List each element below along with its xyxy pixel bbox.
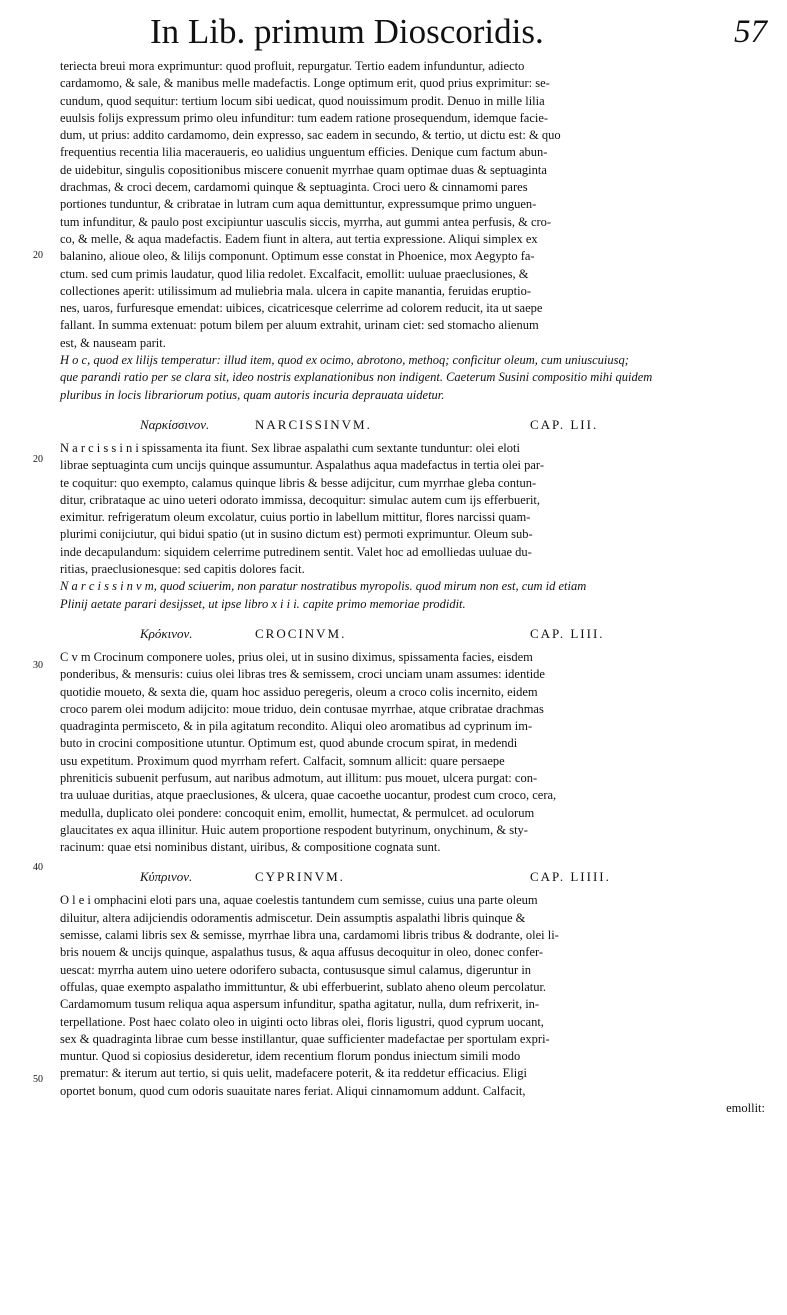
text-line: glaucitates ex aqua illinitur. Huic autem proportione respodent butyrinum, onychinum, & sty-	[60, 822, 528, 837]
text-line: dum, ut prius: addito cardamomo, dein expresso, sac eadem in secundo, & tertio, ut dictu est: & quo	[60, 128, 561, 143]
commentary-paragraph	[60, 578, 765, 613]
text-line: drachmas, & croci decem, cardamomi quinque & septuaginta. Croci uero & cinnamomi pares	[60, 180, 528, 195]
text-line: sex & quadraginta librae cum besse instillantur, quae sufficienter madefactae per sportulam expri-	[60, 1031, 550, 1046]
text-line: collectiones aperit: utilissimum ad muliebria mala. ulcera in capite manantia, feruidas eruptio-	[60, 283, 532, 298]
text-line: quotidie moueto, & sexta die, quam hoc assiduo peregeris, oleum a croco colis incernito, eidem	[60, 684, 538, 699]
chapter-number: CAP. LII.	[530, 416, 599, 432]
text-line: offulas, quae exempto aspalatho immittuntur, & ubi efferbuerint, sublato aheno oleum percolatur.	[60, 979, 547, 994]
chapter-heading	[60, 619, 765, 649]
text-line: C v m Crocinum componere uoles, prius olei, ut in susino diximus, spissamenta facies, eisdem	[60, 649, 533, 664]
commentary-line: Plinij aetate parari desijsset, ut ipse libro x i i i. capite primo memoriae prodidit.	[60, 596, 466, 611]
greek-title: Ναρκίσσινον.	[140, 416, 210, 432]
text-line: buto in crocini compositione utuntur. Optimum est, quod abunde crocum spirat, in medendi	[60, 736, 518, 751]
margin-number: 20	[33, 454, 43, 465]
text-line: usu expetitum. Proximum quod myrrham refert. Calfacit, somnum allicit: quare persaepe	[60, 753, 505, 768]
text-line: muntur. Quod si copiosius desideretur, idem recentium florum pondus iniectum simili modo	[60, 1049, 521, 1064]
greek-title: Κρόκινον.	[140, 625, 193, 641]
text-line: N a r c i s s i n i spissamenta ita fiunt. Sex librae aspalathi cum sextante tunduntur: olei eloti	[60, 440, 520, 455]
text-line: balanino, alioue oleo, & lilijs componunt. Optimum esse constat in Phoenice, mox Aegypto fa-	[60, 249, 535, 264]
text-line: ctum. sed cum primis laudatur, quod lilia redolet. Excalfacit, emollit: uuluae praeclusiones, &	[60, 266, 529, 281]
text-line: frequentius recentia lilia maceraueris, eo ualidius unguentum efficies. Denique cum factum abun-	[60, 145, 548, 160]
chapter-text	[60, 892, 765, 1117]
text-line: diluitur, altera adijciendis odoramentis admiscetur. Dein assumptis aspalathi libris quinque &	[60, 910, 526, 925]
margin-number: 50	[33, 1074, 43, 1085]
text-line: teriecta breui mora exprimuntur: quod profluit, repurgatur. Tertio eadem infunduntur, adiecto	[60, 59, 525, 73]
text-line: est, & nauseam parit.	[60, 335, 166, 350]
text-line: semisse, calami libris sex & semisse, myrrhae libra una, cardamomi libris tribus & dodrante, olei li-	[60, 928, 559, 943]
text-line: ritias, praeclusionesque: sed capitis dolores facit.	[60, 562, 305, 577]
text-line: emollit:	[726, 1101, 765, 1116]
text-line: librae septuaginta cum uncijs quinque assumuntur. Aspalathus aqua madefactus in tertia olei par-	[60, 458, 544, 473]
text-line: racinum: quae etsi nominibus distant, uiribus, & compositione cognata sunt.	[60, 840, 441, 855]
text-line: Cardamomum tusum reliqua aqua aspersum infunditur, spatha agitatur, nulla, dum refrixerit, in-	[60, 997, 540, 1012]
page-number: 57	[734, 14, 767, 50]
page-body	[60, 58, 765, 1313]
text-line: oportet bonum, quod cum odoris suauitate nares feriat. Aliqui cinnamomum addunt. Calfacit,	[60, 1083, 526, 1098]
text-line: O l e i omphacini eloti pars una, aquae coelestis tantundem cum semisse, cuius una parte oleum	[60, 893, 538, 908]
text-line: nes, uaros, furfuresque emendat: uibices, cicatricesque celerrime ad colorem reducit, ita ut saepe	[60, 301, 543, 316]
margin-number: 40	[33, 862, 43, 873]
margin-number: 20	[33, 250, 43, 261]
chapter-text	[60, 440, 765, 578]
margin-line-numbers	[0, 0, 60, 1315]
text-line: ponderibus, & mensuris: cuius olei libras tres & semissem, croci unciam unam assumes: identide	[60, 667, 545, 682]
commentary-line: N a r c i s s i n v m, quod sciuerim, non paratur nostratibus myropolis. quod mirum non est, cum id etiam	[60, 579, 587, 594]
text-line: euulsis folijs expressum primo oleu infunditur: tum eadem ratione prosequendum, idemque facie-	[60, 110, 549, 125]
text-line: uescat: myrrha autem uino uetere odorifero subacta, contususque simul calamus, digeruntur in	[60, 962, 532, 977]
opening-paragraph	[60, 58, 765, 352]
text-line: plurimi conijciutur, qui bidui spatio (ut in susino dictum est) permoti exprimuntur. Oleum sub-	[60, 527, 533, 542]
greek-title: Κύπρινον.	[140, 869, 193, 885]
text-line: prematur: & iterum aut tertio, si quis uelit, madefacere poterit, & ita reddetur efficacius. Eligi	[60, 1066, 527, 1081]
commentary-line: pluribus in locis librariorum potius, quam autoris incuria deprauata uidetur.	[60, 387, 445, 402]
text-line: portiones tunduntur, & cribratae in lutram cum aqua demittuntur, expressumque primo unguen-	[60, 197, 537, 212]
text-line: tum infunditur, & paulo post excipiuntur uasculis siccis, myrrha, aut gummi antea perfusis, & cro-	[60, 214, 552, 229]
chapter-title: CROCINVM.	[255, 625, 347, 641]
commentary-line: que parandi ratio per se clara sit, ideo nostris explanationibus non indigent. Caeterum Susini compositio mihi quidem	[60, 370, 653, 385]
running-header	[0, 8, 787, 58]
chapter-title: NARCISSINVM.	[255, 416, 372, 432]
text-line: bris nouem & uncijs quinque, aspalathus tusus, & aqua affusus decoquitur in oleo, donec confer-	[60, 945, 544, 960]
chapter-number: CAP. LIIII.	[530, 869, 611, 885]
text-line: quadraginta permisceto, & in pila agitatum recondito. Aliqui oleo aromatibus ad cyprinum im-	[60, 719, 533, 734]
chapter-number: CAP. LIII.	[530, 625, 605, 641]
text-line: terpellatione. Post haec colato oleo in uiginti octo libras olei, floris ligustri, quod cyprum uocant,	[60, 1014, 544, 1029]
text-line: co, & melle, & aqua madefactis. Eadem fiunt in altera, aut tertia expressione. Aliqui simplex ex	[60, 231, 538, 246]
text-line: tra uuluae duritias, atque praeclusiones, & ulcera, quae cacoethe uocantur, prodest cum croco, cera,	[60, 788, 557, 803]
running-title: In Lib. primum Dioscoridis.	[150, 12, 544, 51]
text-line: croco parem olei modum adijcito: moue triduo, dein contusae myrrhae, atque cribratae drachmas	[60, 701, 544, 716]
commentary-line: H o c, quod ex lilijs temperatur: illud item, quod ex ocimo, abrotono, methoq; conficitur oleum, cum uniuscuiusq;	[60, 353, 629, 368]
chapter-title: CYPRINVM.	[255, 869, 345, 885]
text-line: de uidebitur, singulis copositionibus miscere conuenit myrrhae quam optimae duas & septuaginta	[60, 162, 547, 177]
text-line: fallant. In summa extenuat: potum bilem per aluum extrahit, urinam ciet: sed stomacho alienum	[60, 318, 539, 333]
chapter-heading	[60, 862, 765, 892]
margin-number: 30	[33, 660, 43, 671]
commentary-paragraph	[60, 352, 765, 404]
text-line: cundum, quod sequitur: tertium locum sibi uedicat, quod nouissimum prodit. Denuo in mille lilia	[60, 93, 545, 108]
text-line: te coquitur: quo exempto, calamus quinque libris & besse adijcitur, cum myrrhae gleba contun-	[60, 475, 537, 490]
text-line: ditur, cribrataque ac uino ueteri odorato immissa, decoquitur: simulac autem cum ijs efferbuerit,	[60, 492, 541, 507]
text-line: inde decapulandum: siquidem celerrime putredinem sentit. Valet hoc ad emolliedas uuluae du-	[60, 544, 532, 559]
chapter-text	[60, 649, 765, 857]
text-line: phreniticis subuenit perfusum, aut naribus admotum, aut illitum: pus mouet, ulcera purgat: con-	[60, 770, 538, 785]
text-line: medulla, duplicato olei pondere: concoquit enim, emollit, humectat, & permulcet. ad oculorum	[60, 805, 535, 820]
text-line: cardamomo, & sale, & manibus melle madefactis. Longe optimum erit, quod prius exprimitur: se-	[60, 76, 550, 91]
chapter-heading	[60, 410, 765, 440]
text-line: eximitur. refrigeratum oleum excolatur, cuius portio in labellum mittitur, flores narcissi quam-	[60, 510, 531, 525]
